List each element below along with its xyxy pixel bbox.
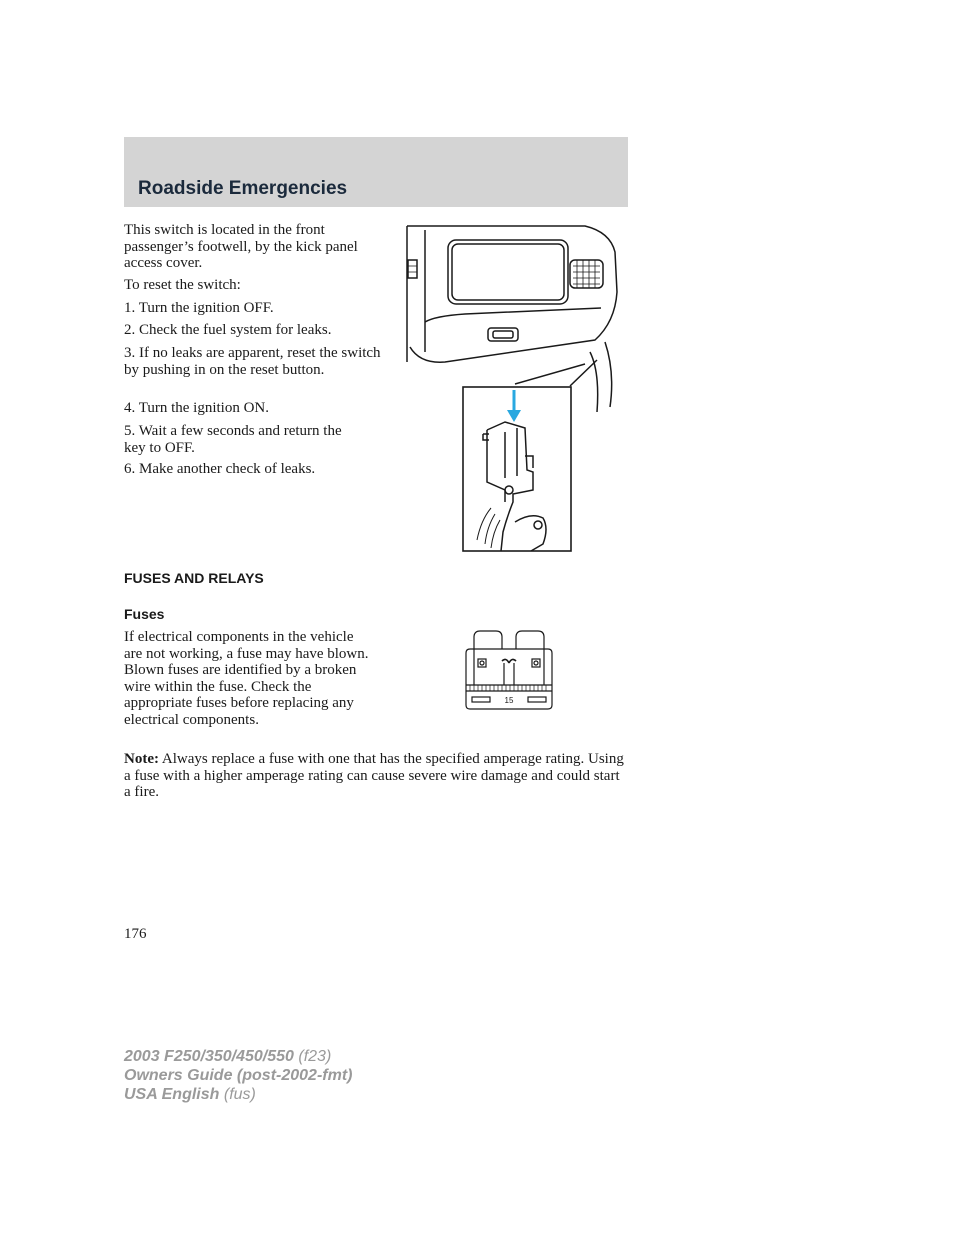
footer-guide bbox=[124, 1067, 352, 1085]
page-title: Roadside Emergencies bbox=[138, 178, 348, 199]
footer-guide-name: Owners Guide (post-2002-fmt) bbox=[124, 1067, 353, 1084]
step-1: 1. Turn the ignition OFF. bbox=[124, 300, 274, 316]
footer-model bbox=[124, 1048, 331, 1066]
footer-language-code: (fus) bbox=[219, 1086, 256, 1103]
step-2: 2. Check the fuel system for leaks. bbox=[124, 322, 332, 338]
page-number: 176 bbox=[124, 926, 147, 942]
intro-paragraph: This switch is located in the front passenger’s footwell, by the kick panel access cover. bbox=[124, 222, 358, 271]
footer-model-code: (f23) bbox=[293, 1048, 332, 1065]
note-label: Note: bbox=[124, 751, 159, 767]
fuse-rating-label: 15 bbox=[504, 696, 514, 705]
fuses-relays-heading: FUSES AND RELAYS bbox=[124, 570, 264, 586]
fuses-paragraph: If electrical components in the vehicle are not working, a fuse may have blown. Blown fuses are identified by a broken wire within the fuse. Check the appropriate fuses before replacing any electrical components. bbox=[124, 629, 369, 728]
footer-language bbox=[124, 1086, 256, 1104]
footer-model-name: 2003 F250/350/450/550 bbox=[124, 1048, 294, 1065]
note-text: Always replace a fuse with one that has the specified amperage rating. Using a fuse with a higher amperage rating can cause severe wire damage and could start a fire. bbox=[124, 751, 624, 800]
reset-lead: To reset the switch: bbox=[124, 277, 241, 293]
footer-language-name: USA English bbox=[124, 1086, 220, 1103]
step-3: 3. If no leaks are apparent, reset the switch by pushing in on the reset button. bbox=[124, 345, 381, 378]
note-paragraph bbox=[124, 751, 628, 801]
fuses-subheading: Fuses bbox=[124, 606, 165, 622]
step-6: 6. Make another check of leaks. bbox=[124, 461, 316, 477]
step-4: 4. Turn the ignition ON. bbox=[124, 400, 270, 416]
inertia-switch-illustration bbox=[405, 222, 630, 557]
step-5: 5. Wait a few seconds and return the key to OFF. bbox=[124, 423, 342, 456]
fuse-illustration bbox=[462, 629, 557, 711]
